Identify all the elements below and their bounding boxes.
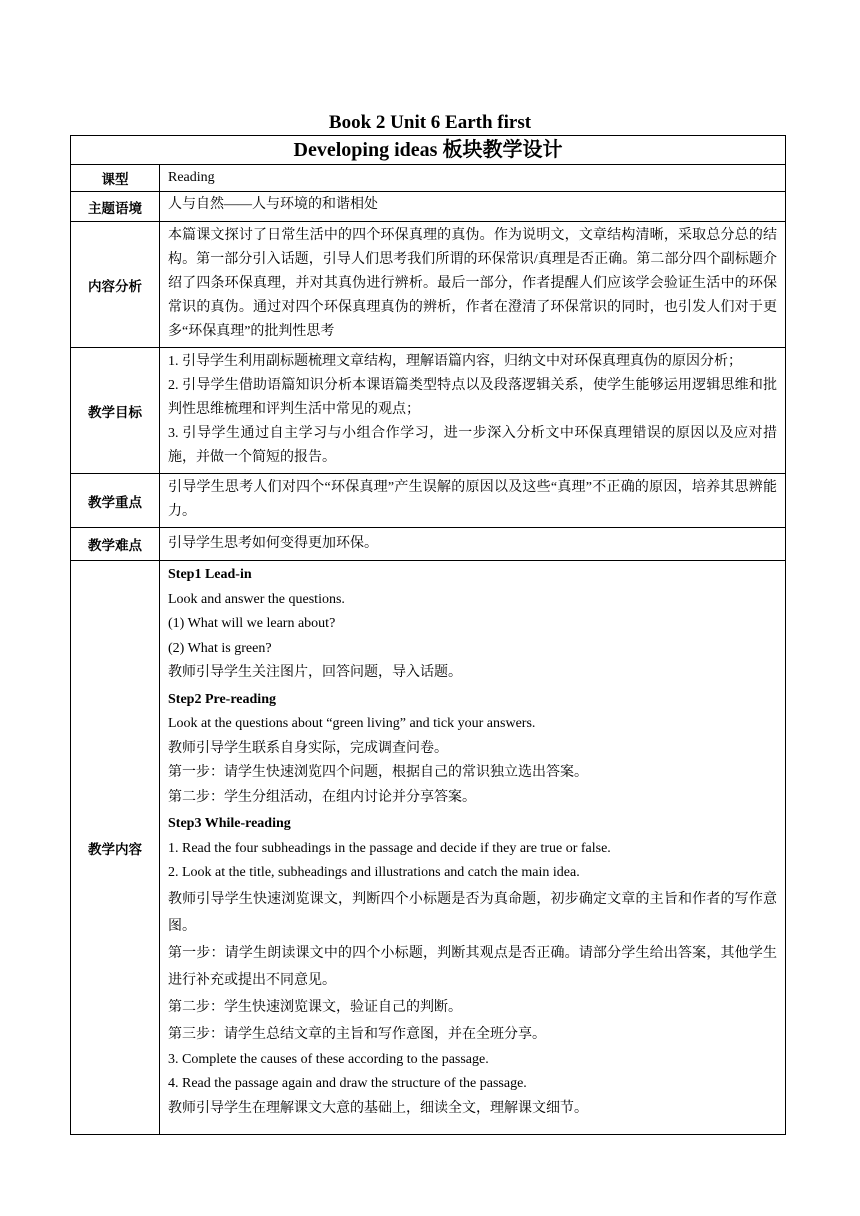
- step2-title: Step2 Pre-reading: [168, 691, 276, 707]
- step3-title: Step3 While-reading: [168, 816, 291, 831]
- table-header: Developing ideas 板块教学设计: [71, 136, 786, 165]
- row-label-type: 课型: [71, 165, 160, 192]
- row-label-objectives: 教学目标: [71, 348, 160, 474]
- document-title: Book 2 Unit 6 Earth first: [328, 112, 532, 133]
- step3-line: 1. Read the four subheadings in the passage and decide if they are true or false.: [168, 840, 611, 856]
- row-label-difficulties: 教学难点: [71, 528, 160, 561]
- step2-line: 第一步：请学生快速浏览四个问题，根据自己的常识独立选出答案。: [168, 765, 588, 780]
- step2-line: 教师引导学生联系自身实际，完成调查问卷。: [168, 740, 448, 756]
- objective-item: 1. 引导学生利用副标题梳理文章结构，理解语篇内容，归纳文中对环保真理真伪的原因分析；: [168, 354, 742, 369]
- step1-line: (1) What will we learn about?: [168, 616, 336, 631]
- step3-line: 第二步：学生快速浏览课文，验证自己的判断。: [168, 999, 462, 1015]
- teaching-content: [160, 561, 786, 1135]
- row-label-theme: 主题语境: [71, 192, 160, 222]
- key-points-text: 引导学生思考人们对四个“环保真理”产生误解的原因以及这些“真理”不正确的原因，培养其思辨能力。: [160, 474, 786, 528]
- lesson-type-value: Reading: [160, 165, 786, 192]
- row-label-analysis: 内容分析: [71, 222, 160, 348]
- step1-line: 教师引导学生关注图片，回答问题，导入话题。: [168, 665, 462, 680]
- theme-value: 人与自然——人与环境的和谐相处: [160, 192, 786, 222]
- lesson-plan-table: [70, 135, 786, 1135]
- step2-line: 第二步：学生分组活动，在组内讨论并分享答案。: [168, 789, 476, 805]
- step3-line: 4. Read the passage again and draw the structure of the passage.: [168, 1076, 527, 1091]
- step3-line: 2. Look at the title, subheadings and illustrations and catch the main idea.: [168, 865, 580, 880]
- step3-line: 第三步：请学生总结文章的主旨和写作意图，并在全班分享。: [168, 1026, 546, 1042]
- row-label-key-points: 教学重点: [71, 474, 160, 528]
- analysis-text: 本篇课文探讨了日常生活中的四个环保真理的真伪。作为说明文，文章结构清晰，采取总分总的结构。第一部分引入话题，引导人们思考我们所谓的环保常识/真理是否正确。第二部分四个副标题介绍了四条环保真理，并对其真伪进行辨析。最后一部分，作者提醒人们应该学会验证生活中的环保常识的真伪。通过对四个环保真理真伪的辨析，作者在澄清了环保常识的同时，也引发人们对于更多“环保真理”的批判性思考: [160, 222, 786, 348]
- step3-line: 第一步：请学生朗读课文中的四个小标题，判断其观点是否正确。请部分学生给出答案，其他学生进行补充或提出不同意见。: [168, 945, 777, 988]
- step3-line: 教师引导学生在理解课文大意的基础上，细读全文，理解课文细节。: [168, 1100, 588, 1116]
- step1-title: Step1 Lead-in: [168, 567, 252, 582]
- row-label-content: 教学内容: [71, 561, 160, 1135]
- objectives-list: [160, 348, 786, 474]
- objective-item: 3. 引导学生通过自主学习与小组合作学习，进一步深入分析文中环保真理错误的原因以及应对措施，并做一个简短的报告。: [168, 426, 777, 465]
- step3-line: 教师引导学生快速浏览课文，判断四个小标题是否为真命题，初步确定文章的主旨和作者的写作意图。: [168, 891, 777, 934]
- step3-line: 3. Complete the causes of these according to the passage.: [168, 1051, 489, 1067]
- objective-item: 2. 引导学生借助语篇知识分析本课语篇类型特点以及段落逻辑关系，使学生能够运用逻辑思维和批判性思维梳理和评判生活中常见的观点；: [168, 378, 777, 417]
- step2-line: Look at the questions about “green living” and tick your answers.: [168, 716, 536, 731]
- step1-line: (2) What is green?: [168, 640, 272, 656]
- step1-line: Look and answer the questions.: [168, 591, 345, 607]
- difficulties-text: 引导学生思考如何变得更加环保。: [160, 528, 786, 561]
